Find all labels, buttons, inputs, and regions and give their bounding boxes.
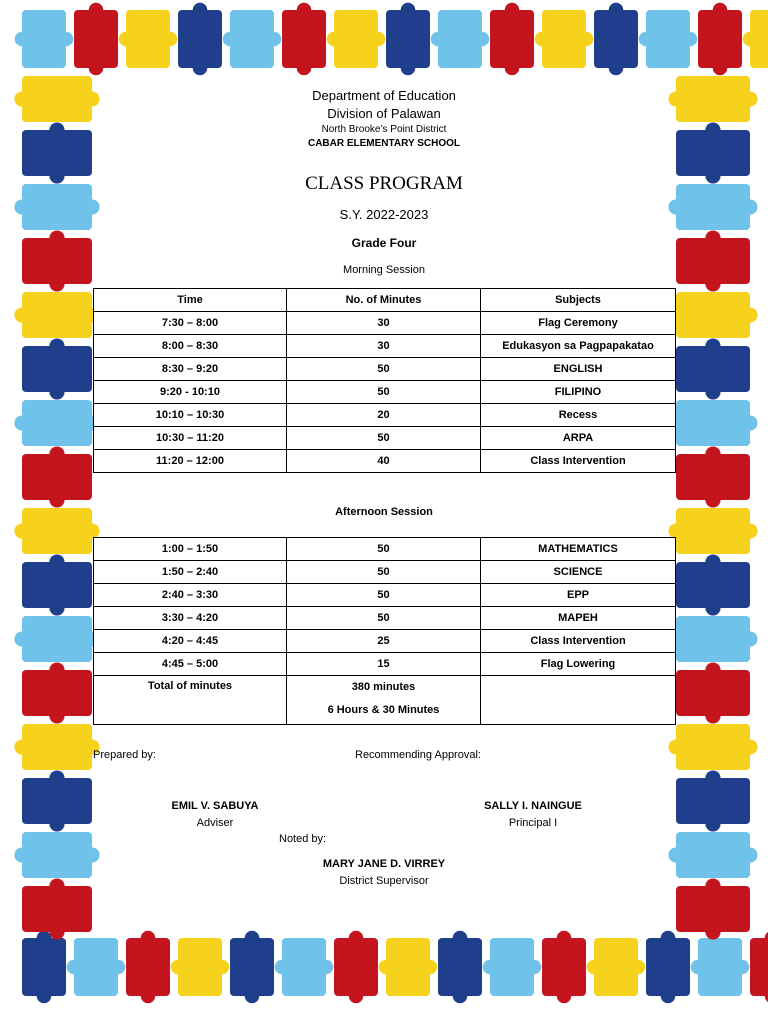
noted-by-label: Noted by: xyxy=(279,833,327,845)
puzzle-piece xyxy=(676,554,750,615)
school-year: S.Y. 2022-2023 xyxy=(339,207,429,222)
puzzle-piece xyxy=(22,446,92,507)
table-row xyxy=(94,538,676,561)
division-name: Division of Palawan xyxy=(327,106,441,121)
puzzle-piece xyxy=(327,10,386,68)
puzzle-piece xyxy=(743,10,768,68)
time-cell: 4:20 – 4:45 xyxy=(94,630,287,653)
prepared-by-label: Prepared by: xyxy=(93,749,156,761)
puzzle-piece xyxy=(282,3,326,76)
column-header-subjects: Subjects xyxy=(481,289,676,312)
puzzle-piece xyxy=(22,931,66,1004)
puzzle-piece xyxy=(676,446,750,507)
total-label: Total of minutes xyxy=(94,676,287,725)
subject-cell: Flag Lowering xyxy=(481,653,676,676)
principal-title: Principal I xyxy=(508,817,558,829)
table-row xyxy=(94,404,676,427)
time-cell: 3:30 – 4:20 xyxy=(94,607,287,630)
subject-cell: Edukasyon sa Pagpapakatao xyxy=(481,335,676,358)
puzzle-piece xyxy=(67,938,126,996)
puzzle-piece xyxy=(676,770,750,831)
subject-cell: Flag Ceremony xyxy=(481,312,676,335)
minutes-cell: 50 xyxy=(287,607,481,630)
time-cell: 2:40 – 3:30 xyxy=(94,584,287,607)
time-cell: 1:50 – 2:40 xyxy=(94,561,287,584)
table-row xyxy=(94,335,676,358)
subject-cell: ARPA xyxy=(481,427,676,450)
minutes-cell: 50 xyxy=(287,561,481,584)
subject-cell: ENGLISH xyxy=(481,358,676,381)
total-empty-cell xyxy=(481,676,676,725)
puzzle-piece xyxy=(542,931,586,1004)
table-row xyxy=(94,358,676,381)
puzzle-piece xyxy=(668,292,757,338)
supervisor-title: District Supervisor xyxy=(339,875,429,887)
minutes-cell: 25 xyxy=(287,630,481,653)
puzzle-piece xyxy=(22,554,92,615)
puzzle-piece xyxy=(750,931,768,1004)
time-cell: 8:00 – 8:30 xyxy=(94,335,287,358)
puzzle-piece xyxy=(126,931,170,1004)
table-row xyxy=(94,312,676,335)
total-row xyxy=(94,676,676,725)
subject-cell: MATHEMATICS xyxy=(481,538,676,561)
puzzle-piece xyxy=(15,10,74,68)
puzzle-piece xyxy=(22,770,92,831)
table-row xyxy=(94,607,676,630)
puzzle-piece xyxy=(676,662,750,723)
subject-cell: SCIENCE xyxy=(481,561,676,584)
puzzle-piece xyxy=(223,10,282,68)
minutes-cell: 20 xyxy=(287,404,481,427)
table-row xyxy=(94,427,676,450)
table-row xyxy=(94,653,676,676)
puzzle-piece xyxy=(691,938,750,996)
puzzle-piece xyxy=(379,938,438,996)
puzzle-piece xyxy=(178,3,222,76)
page-title: CLASS PROGRAM xyxy=(305,173,463,194)
puzzle-piece xyxy=(334,931,378,1004)
total-minutes: 380 minutes xyxy=(351,681,416,693)
subject-cell: FILIPINO xyxy=(481,381,676,404)
time-cell: 1:00 – 1:50 xyxy=(94,538,287,561)
puzzle-piece xyxy=(438,931,482,1004)
column-header-time: Time xyxy=(94,289,287,312)
puzzle-piece xyxy=(22,878,92,939)
puzzle-piece xyxy=(386,3,430,76)
puzzle-piece xyxy=(639,10,698,68)
subject-cell: Recess xyxy=(481,404,676,427)
puzzle-piece xyxy=(535,10,594,68)
total-cell xyxy=(287,676,481,725)
puzzle-piece xyxy=(698,3,742,76)
minutes-cell: 50 xyxy=(287,538,481,561)
afternoon-schedule-table xyxy=(93,537,676,725)
column-header-minutes: No. of Minutes xyxy=(287,289,481,312)
minutes-cell: 50 xyxy=(287,427,481,450)
morning-session-label: Morning Session xyxy=(343,264,425,276)
puzzle-piece xyxy=(22,338,92,399)
table-row xyxy=(94,630,676,653)
puzzle-piece xyxy=(14,832,99,878)
principal-name: SALLY I. NAINGUE xyxy=(484,800,582,812)
puzzle-piece xyxy=(483,938,542,996)
subject-cell: MAPEH xyxy=(481,607,676,630)
table-row xyxy=(94,584,676,607)
table-header-row xyxy=(94,289,676,312)
puzzle-piece xyxy=(676,878,750,939)
total-hours: 6 Hours & 30 Minutes xyxy=(327,704,440,716)
table-row xyxy=(94,561,676,584)
afternoon-session-label: Afternoon Session xyxy=(335,506,433,518)
puzzle-piece xyxy=(668,832,757,878)
puzzle-piece xyxy=(594,3,638,76)
puzzle-piece xyxy=(275,938,334,996)
school-name: CABAR ELEMENTARY SCHOOL xyxy=(307,138,461,149)
time-cell: 10:30 – 11:20 xyxy=(94,427,287,450)
puzzle-piece xyxy=(14,292,99,338)
adviser-title: Adviser xyxy=(196,817,234,829)
minutes-cell: 50 xyxy=(287,584,481,607)
grade-level: Grade Four xyxy=(351,236,417,250)
minutes-cell: 15 xyxy=(287,653,481,676)
puzzle-piece xyxy=(668,400,757,446)
minutes-cell: 50 xyxy=(287,358,481,381)
recommending-approval-label: Recommending Approval: xyxy=(355,749,481,761)
adviser-name: EMIL V. SABUYA xyxy=(171,800,259,812)
subject-cell: Class Intervention xyxy=(481,450,676,473)
puzzle-piece xyxy=(119,10,178,68)
minutes-cell: 50 xyxy=(287,381,481,404)
morning-schedule-table xyxy=(93,288,676,473)
subject-cell: Class Intervention xyxy=(481,630,676,653)
puzzle-piece xyxy=(676,338,750,399)
puzzle-piece xyxy=(230,931,274,1004)
time-cell: 4:45 – 5:00 xyxy=(94,653,287,676)
puzzle-piece xyxy=(14,616,99,662)
department-name: Department of Education xyxy=(312,88,456,103)
subject-cell: EPP xyxy=(481,584,676,607)
puzzle-piece xyxy=(646,931,690,1004)
time-cell: 11:20 – 12:00 xyxy=(94,450,287,473)
puzzle-piece xyxy=(14,724,99,770)
minutes-cell: 40 xyxy=(287,450,481,473)
puzzle-piece xyxy=(22,662,92,723)
supervisor-name: MARY JANE D. VIRREY xyxy=(322,858,446,870)
time-cell: 8:30 – 9:20 xyxy=(94,358,287,381)
table-row xyxy=(94,381,676,404)
minutes-cell: 30 xyxy=(287,335,481,358)
puzzle-piece xyxy=(668,724,757,770)
puzzle-piece xyxy=(74,3,118,76)
table-row xyxy=(94,450,676,473)
time-cell: 9:20 - 10:10 xyxy=(94,381,287,404)
puzzle-piece xyxy=(587,938,646,996)
time-cell: 10:10 – 10:30 xyxy=(94,404,287,427)
district-name: North Brooke’s Point District xyxy=(321,124,447,135)
minutes-cell: 30 xyxy=(287,312,481,335)
time-cell: 7:30 – 8:00 xyxy=(94,312,287,335)
puzzle-piece xyxy=(668,616,757,662)
puzzle-piece xyxy=(431,10,490,68)
puzzle-piece xyxy=(171,938,230,996)
puzzle-piece xyxy=(490,3,534,76)
puzzle-piece xyxy=(14,400,99,446)
